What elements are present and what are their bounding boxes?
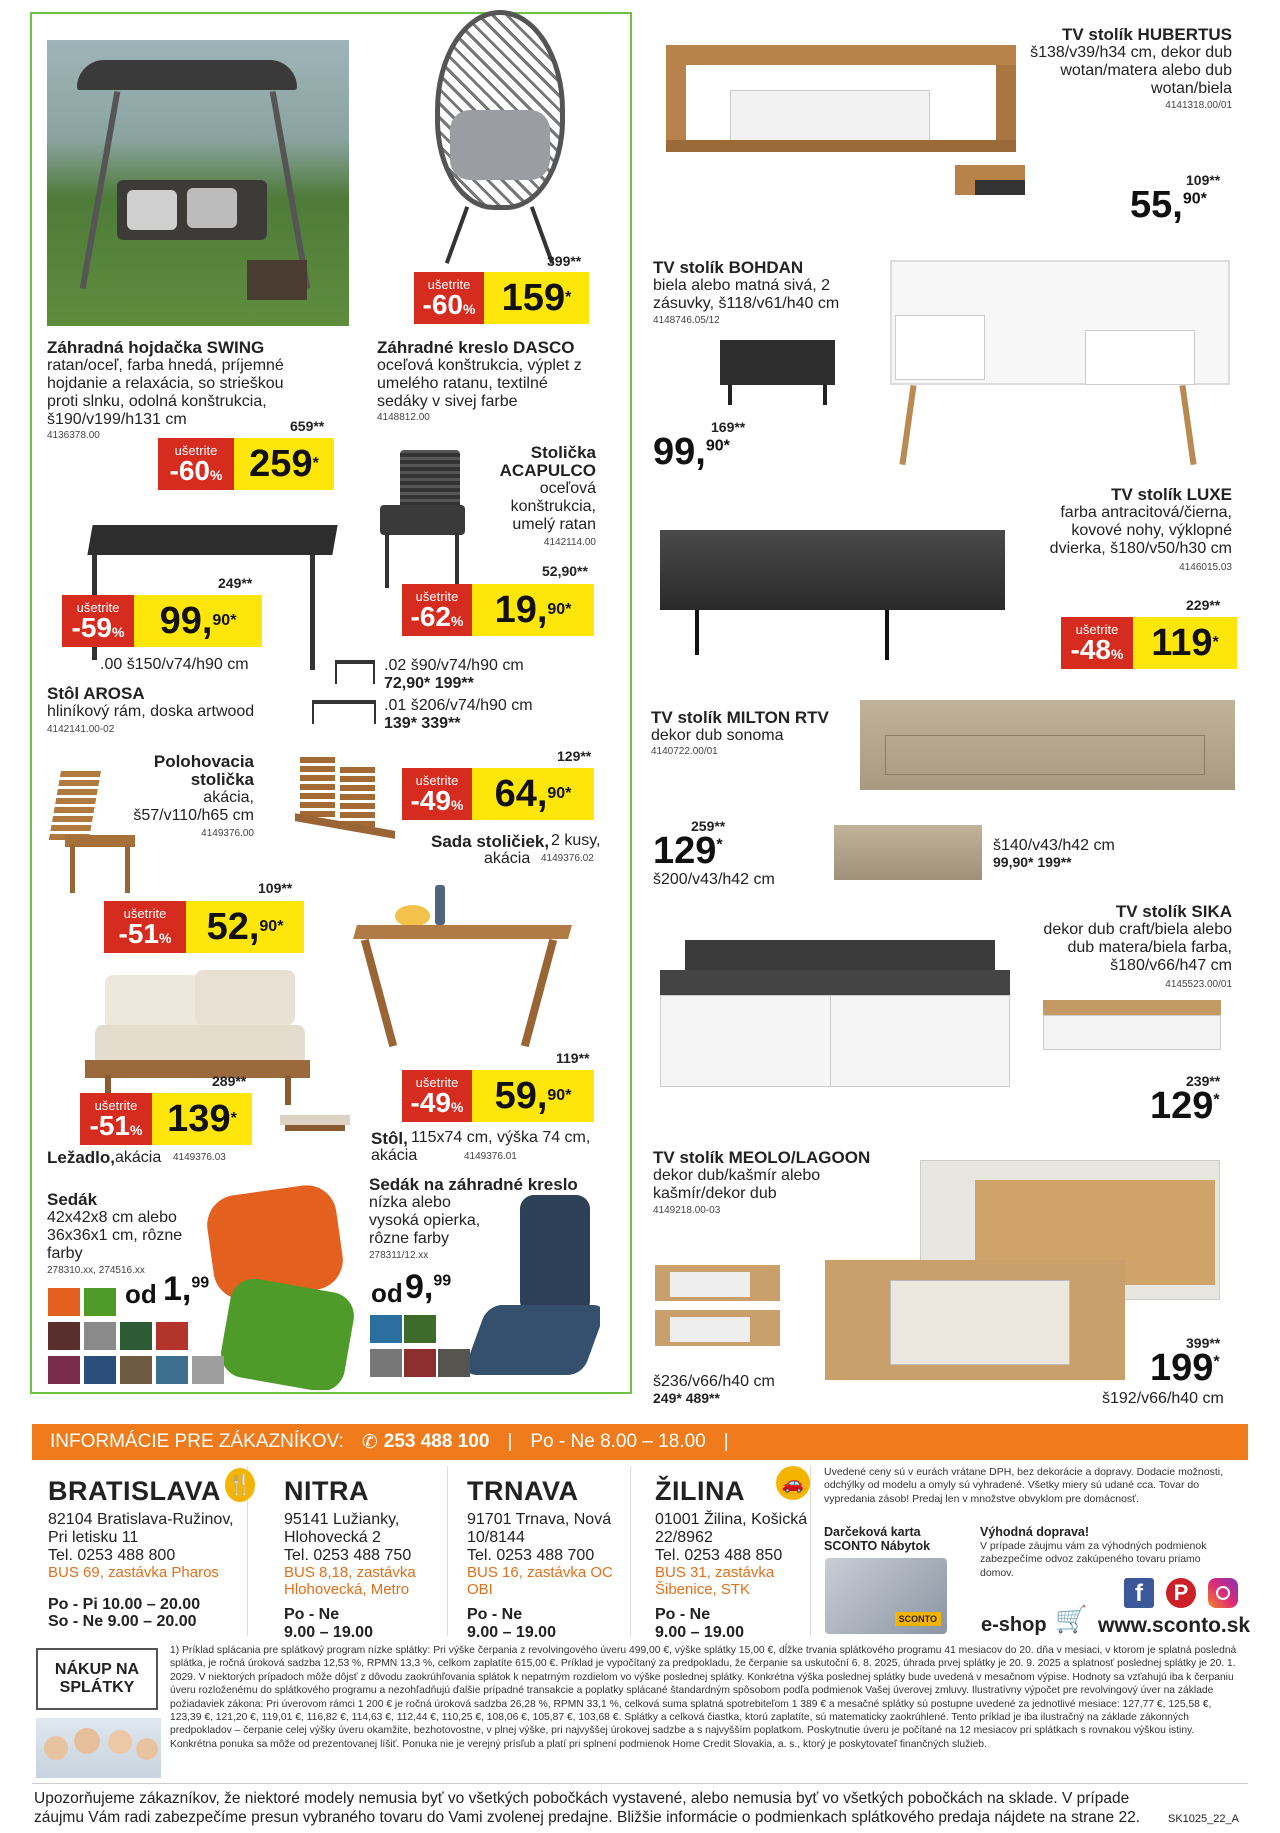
acapulco-code: 4142114.00 [543,537,596,548]
swatch [156,1356,188,1384]
sada-chairs-image [290,752,410,877]
arosa-variant-02-price: 72,90* 199** [384,675,474,692]
gift-card-logo: SCONTO [895,1612,941,1626]
price-sup: 99 [191,1274,210,1292]
store-city: BRATISLAVA [48,1476,221,1506]
lezadlo-desc: akácia [115,1149,162,1166]
store-bus: BUS 69, zastávka Pharos [48,1563,219,1581]
save-percent: -60 [169,454,210,486]
credit-box [36,1648,158,1710]
price: 139 [167,1097,231,1140]
save-label: ušetrite [76,599,120,615]
dasco-old-price: 399** [547,253,582,269]
bohdan-name: TV stolík BOHDAN [653,258,804,277]
sedak2-name: Sedák na záhradné kreslo [369,1175,578,1194]
luxe-desc: farba antracitová/čierna, kovové nohy, výklopné dvierka, š180/v50/h30 cm [1049,504,1232,557]
delivery-text: V prípade záujmu vám za výhodných podmienok zabezpečíme odvoz zakúpeného tovaru priamo domov. [980,1540,1207,1579]
acapulco-name-1: Stolička [530,443,596,462]
store-hours-1: Po - Ne [467,1606,523,1624]
price-sup: 90* [1182,190,1207,208]
store-hours-2: 9.00 – 19.00 [467,1624,556,1642]
store-nitra [272,1466,448,1642]
arosa-variant-01-price: 139* 339** [384,715,461,732]
arosa-code: 4142141.00-02 [47,724,115,735]
price-sup: * [1213,1353,1220,1371]
hubertus-price [1130,184,1207,227]
price-sup: 90* [259,918,284,935]
price-sup: 99 [433,1272,452,1290]
price: 1, [163,1270,192,1308]
sada-desc-1: 2 kusy, [551,832,601,849]
price: 64, [494,772,548,815]
arosa-name: Stôl AROSA [47,684,145,703]
milton-small-image [834,820,984,890]
swatch [192,1356,224,1384]
milton-image [855,695,1240,825]
sedak-od: od [125,1279,157,1309]
swatch [370,1315,402,1343]
swatch [48,1288,80,1316]
cart-icon: 🛒 [1055,1604,1088,1634]
sika-price [1150,1085,1220,1128]
price: 119 [1151,621,1213,664]
price-sup: 90* [705,437,730,455]
delivery-title: Výhodná doprava! [980,1525,1090,1539]
luxe-name: TV stolík LUXE [1111,485,1232,504]
hubertus-image [660,35,1025,235]
store-tel: Tel. 0253 488 750 [284,1546,412,1564]
luxe-code: 4146015.03 [1179,562,1232,573]
credit-text: 1) Príklad splácania pre splátkový program nízke splátky: Pri výške čerpania z revolvingového úveru 499,00 €, výške splátky 15,00 €, dĺžke trvania splátkového programu 41 mesiacov do 20. dňa v mesiaci, v ktorom je splatná posledná splátka, je ročná úroková sadzba 12,53 %, RPMN 13,3 %, celkom zaplatíte 615,00 €. Príklad je vypočítaný za predpokladu, že čerpanie sa uskutoční 6. 8. 2025, úhrada prvej splátky je 20. 9. 2025 a splatnosť poslednej splátky je 20. 1. 2029. V niektorých prípadoch môže dôjsť z dôvodu zaokrúhľovania splátok k nepatrným rozdielom vo výške poslednej splátky. Konkrétna výška poslednej splátky bude uvedená v mesačnom výpise. Hodnoty sa vzťahujú iba k čerpaniu úveru rozloženému do splátkového programu a nezohľadňujú ďalšie prípadné transakcie a poplatky splácané štandardným spôsobom podľa podmienok Vašej úverovej zmluvy. Ilustratívny výpočet pre revolvingový úver na základe požiadaviek zákona: Pri úverovom rámci 1 200 € je ročná úroková sadzba 26,28 %, RPMN 33,1 %, celková suma splatná spotrebiteľom 1 389 € a mesačné splátky sú postupne uvedené za jednotlivé mesiace: 127,77 €, 125,58 €, 123,39 €, 121,20 €, 119,01 €, 116,82 €, 114,63 €, 112,44 €, 110,25 €, 108,06 €, 105,87 €, 103,68 €. Splátky a celková čiastka, ktorú zaplatíte, sú matematicky zaokrúhlené. Tento príklad je iba ilustračný na základe zákonných predpokladov – čerpanie celej výšky úveru okamžite, bezhotovostne, v plnej výške, pri najvyššej úrokovej sadzbe a s najvyšším poplatkom. Poskytnutie úveru je počítané na 12 mesiacov pri splátkach s rovnakou výškou istiny. Konkrétna ponuka sa môže od prezentovanej líšiť. Ponuka nie je verejný prísľub a platí pri splnení podmienok Home Credit Slovakia, a. s., ktorý je poskytovateľ finančných služieb. [170,1645,1237,1750]
sika-code: 4145523.00/01 [1165,979,1232,990]
sika-name: TV stolík SIKA [1115,902,1232,921]
save-label: ušetrite [415,588,459,604]
price-sup: * [565,289,572,306]
save-percent: -60 [422,288,463,320]
swing-image [47,40,349,326]
price-sup: * [312,455,319,472]
sika-desc: dekor dub craft/biela alebo dub matera/biela farba, š180/v66/h47 cm [1043,921,1232,974]
save-label: ušetrite [123,905,167,921]
info-bar [32,1424,1248,1460]
price: 259 [249,442,313,485]
save-percent: -51 [89,1109,130,1141]
meolo-code: 4149218.00-03 [653,1205,721,1216]
milton-price-2: 99,90* 199** [993,854,1072,870]
swatch [370,1349,402,1377]
polo-name-2: stolička [190,770,254,789]
bohdan-desc: biela alebo matná sivá, 2 zásuvky, š118/v61/h40 cm [653,277,840,312]
bohdan-image [885,255,1235,470]
car-icon: 🚗 [776,1466,810,1500]
meolo-desc: dekor dub/kašmír alebo kašmír/dekor dub [653,1167,821,1202]
store-bus: BUS 16, zastávka OC OBI [467,1563,613,1598]
acapulco-price-box: ušetrite -62% 19, 90* [402,584,594,636]
meolo-small-image [650,1260,785,1350]
dasco-name: Záhradné kreslo DASCO [377,338,575,357]
swatch [438,1349,470,1377]
save-label: ušetrite [427,276,471,292]
price: 99, [653,431,706,473]
bohdan-price [653,431,730,474]
save-label: ušetrite [1075,621,1119,637]
meolo-dim: š192/v66/h40 cm [1102,1390,1224,1407]
meolo-price-2: 249* 489** [653,1390,720,1406]
save-label: ušetrite [415,1074,459,1090]
store-bus: BUS 8,18, zastávka Hlohovecká, Metro [284,1563,416,1598]
website-link[interactable]: www.sconto.sk [1098,1614,1251,1637]
polo-old-price: 109** [258,880,293,896]
stol-desc: 115x74 cm, výška 74 cm, akácia [371,1129,591,1164]
store-hours-1: Po - Pi 10.00 – 20.00 [48,1595,201,1613]
arosa-large-table-icon [312,700,376,724]
luxe-image [655,520,1010,665]
lezadlo-image [85,965,315,1113]
luxe-price-box: ušetrite -48% 119 * [1061,617,1237,669]
price: 9, [405,1268,434,1306]
store-tel: Tel. 0253 488 800 [48,1546,176,1564]
price: 99, [159,599,213,642]
dasco-chair-image [395,0,600,270]
store-address: 95141 Lužianky, Hlohovecká 2 [284,1511,400,1546]
price-sup: * [1213,1091,1220,1109]
luxe-old-price: 229** [1186,597,1221,613]
sedak2-od: od [371,1278,403,1308]
store-trnava [455,1466,631,1642]
page-code: SK1025_22_A [1168,1813,1239,1825]
price-sup: 90* [547,601,572,618]
price: 55, [1130,184,1183,226]
dasco-desc: oceľová konštrukcia, výplet z umelého ratanu, textilné sedáky v sivej farbe [377,357,582,410]
bohdan-code: 4148746.05/12 [653,315,720,326]
lezadlo-name: Ležadlo, [47,1148,116,1167]
store-tel: Tel. 0253 488 700 [467,1546,595,1564]
family-photo [36,1718,161,1778]
info-phone[interactable]: 253 488 100 [383,1431,490,1452]
dasco-code: 4148812.00 [377,412,430,423]
milton-name: TV stolík MILTON RTV [651,708,829,727]
lezadlo-price-box: ušetrite -51% 139 * [80,1093,252,1145]
info-title: INFORMÁCIE PRE ZÁKAZNÍKOV: [50,1431,344,1452]
store-hours-1: Po - Ne [284,1606,340,1624]
swing-name: Záhradná hojdačka SWING [47,338,265,357]
footer-text: Upozorňujeme zákazníkov, že niektoré modely nemusia byť vo všetkých pobočkách vystavené, alebo nemusia byť vo všetkých pobočkách na sklade. V prípade záujmu Vám radi zabezpečíme presun vybraného tovaru do Vami zvolenej predajne. Bližšie informácie o podmienkach splátkového predaja nájdete na strane 22. [34,1790,1141,1826]
bohdan-old-price: 169** [711,419,746,435]
gift-card-image [825,1558,947,1634]
acapulco-name-2: ACAPULCO [499,461,596,480]
sedak-name: Sedák [47,1190,98,1209]
store-hours-2: So - Ne 9.00 – 20.00 [48,1613,197,1631]
price: 59, [494,1074,548,1117]
arosa-desc: hliníkový rám, doska artwood [47,703,255,720]
milton-desc: dekor dub sonoma [651,727,784,744]
price-sup: 90* [212,612,237,629]
swatch [48,1356,80,1384]
separator: | [723,1431,729,1452]
gift-card-title: Darčeková karta SCONTO Nábytok [824,1525,931,1554]
store-bratislava [36,1466,248,1636]
arosa-variant-01-dim: .01 š206/v74/h90 cm [384,697,533,714]
sedak-cushion-image [205,1185,355,1390]
store-hours-2: 9.00 – 19.00 [655,1624,744,1642]
meolo-dim-2: š236/v66/h40 cm [653,1373,775,1390]
swatch [156,1322,188,1350]
store-address: 91701 Trnava, Nová 10/8144 [467,1511,612,1546]
swatch [404,1315,436,1343]
sedak2-price [405,1268,451,1307]
save-percent: -48 [1070,633,1111,665]
save-percent: -49 [410,1086,451,1118]
price-sup: * [230,1110,237,1127]
polo-code: 4149376.00 [201,828,254,839]
save-label: ušetrite [174,442,218,458]
arosa-variant-02-dim: .02 š90/v74/h90 cm [384,657,524,674]
sada-code: 4149376.02 [541,853,594,864]
sada-old-price: 129** [557,748,592,764]
price: 159 [501,276,566,319]
lezadlo-old-price: 289** [212,1073,247,1089]
acapulco-chair-image [370,445,480,590]
sada-name: Sada stoličiek, [431,832,550,851]
sedak2-code: 278311/12.xx [369,1250,429,1261]
sedak-price [163,1270,209,1309]
stol-name: Stôl, [371,1129,408,1148]
swatch [120,1322,152,1350]
save-percent: -62 [410,600,451,632]
price-sup: 90* [547,1087,572,1104]
milton-old-price: 259** [691,818,726,834]
swing-desc: ratan/oceľ, farba hnedá, príjemné hojdanie a relaxácia, so strieškou proti slnku, odolná konštrukcia, š190/v199/h131 cm [47,357,284,428]
credit-label: NÁKUP NA SPLÁTKY [54,1660,140,1696]
store-city: ŽILINA [655,1476,745,1506]
polo-name-1: Polohovacia [153,752,254,771]
sika-old-price: 239** [1186,1073,1221,1089]
stol-image [350,880,575,1050]
arosa-old-price: 249** [218,575,253,591]
save-label: ušetrite [94,1097,138,1113]
phone-icon: ✆ [361,1431,378,1453]
arosa-small-table-icon [335,660,375,684]
lezadlo-small-image [280,1110,350,1140]
save-percent: -49 [410,784,451,816]
footer-divider [32,1783,1248,1784]
fork-knife-icon: 🍴 [225,1468,255,1502]
swing-code: 4136378.00 [47,430,100,441]
swatch [48,1322,80,1350]
store-tel: Tel. 0253 488 850 [655,1546,783,1564]
stol-code: 4149376.01 [464,1151,517,1162]
meolo-price [1150,1347,1220,1390]
sika-small-image [1043,995,1223,1055]
info-hours: Po - Ne 8.00 – 18.00 [530,1431,706,1452]
swatch [404,1349,436,1377]
sedak2-cushion-image [470,1190,600,1390]
swatch [120,1356,152,1384]
milton-price [653,830,723,873]
hubertus-code: 4141318.00/01 [1165,100,1232,111]
save-percent: -59 [71,611,112,643]
swing-price-box: ušetrite -60% 259 * [158,438,334,490]
store-address: 82104 Bratislava-Ružinov, Pri letisku 11 [48,1511,234,1546]
dasco-price-box: ušetrite -60% 159 * [414,272,589,324]
pinterest-icon[interactable]: P [1166,1578,1196,1608]
store-bus: BUS 31, zastávka Šibenice, STK [655,1563,775,1598]
price: 199 [1150,1347,1214,1389]
acapulco-desc: oceľová konštrukcia, umelý ratan [510,480,596,533]
separator: | [507,1431,513,1452]
sada-desc-2: akácia [484,850,531,867]
swatch [84,1322,116,1350]
polo-chair-image [45,765,140,895]
price: 129 [1150,1085,1214,1127]
hubertus-old-price: 109** [1186,172,1221,188]
milton-dim: š200/v43/h42 cm [653,871,775,888]
sedak-code: 278310.xx, 274516.xx [47,1265,145,1276]
store-city: TRNAVA [467,1476,579,1506]
swing-old-price: 659** [290,418,325,434]
polo-price-box: ušetrite -51% 52, 90* [104,901,304,953]
polo-desc: akácia, š57/v110/h65 cm [133,789,254,824]
meolo-old-price: 399** [1186,1335,1221,1351]
price-sup: * [1212,634,1219,651]
stol-old-price: 119** [556,1050,590,1066]
sedak2-desc: nízka alebo vysoká opierka, rôzne farby [369,1194,481,1247]
price: 19, [494,588,548,631]
lezadlo-code: 4149376.03 [173,1152,226,1163]
price: 52, [206,905,260,948]
swatch [84,1356,116,1384]
acapulco-old-price: 52,90** [542,563,588,579]
sada-price-box: ušetrite -49% 64, 90* [402,768,594,820]
instagram-icon[interactable] [1208,1578,1238,1608]
meolo-name: TV stolík MEOLO/LAGOON [653,1148,871,1167]
save-percent: -51 [118,917,159,949]
save-label: ušetrite [415,772,459,788]
price-sup: * [716,836,723,854]
notes-top: Uvedené ceny sú v eurách vrátane DPH, bez dekorácie a dopravy. Dodacie možnosti, odchýlky od modelu a omyly sú vyhradené. Všetky miery sú udané cca. Tovar do vypredania zásob! Predaj len v množstve obvyklom pre domácnosť. [824,1466,1224,1505]
store-hours-2: 9.00 – 19.00 [284,1624,373,1642]
eshop-label[interactable]: e-shop [981,1614,1047,1636]
arosa-price-box: ušetrite -59% 99, 90* [62,595,262,647]
sedak-desc: 42x42x8 cm alebo 36x36x1 cm, rôzne farby [47,1209,183,1262]
store-hours-1: Po - Ne [655,1606,711,1624]
price: 129 [653,830,717,872]
bohdan-small-image [720,340,840,410]
hubertus-name: TV stolík HUBERTUS [1061,25,1232,44]
store-address: 01001 Žilina, Košická 22/8962 [655,1511,808,1546]
stol-price-box: ušetrite -49% 59, 90* [402,1070,594,1122]
facebook-icon[interactable]: f [1124,1578,1154,1608]
hubertus-desc: š138/v39/h34 cm, dekor dub wotan/matera alebo dub wotan/biela [1030,44,1232,97]
price-sup: 90* [547,785,572,802]
arosa-variant-00: .00 š150/v74/h90 cm [100,656,249,673]
store-city: NITRA [284,1476,369,1506]
milton-code: 4140722.00/01 [651,746,718,757]
swatch [84,1288,116,1316]
sika-image [650,935,1020,1100]
milton-dim-2: š140/v43/h42 cm [993,837,1115,854]
